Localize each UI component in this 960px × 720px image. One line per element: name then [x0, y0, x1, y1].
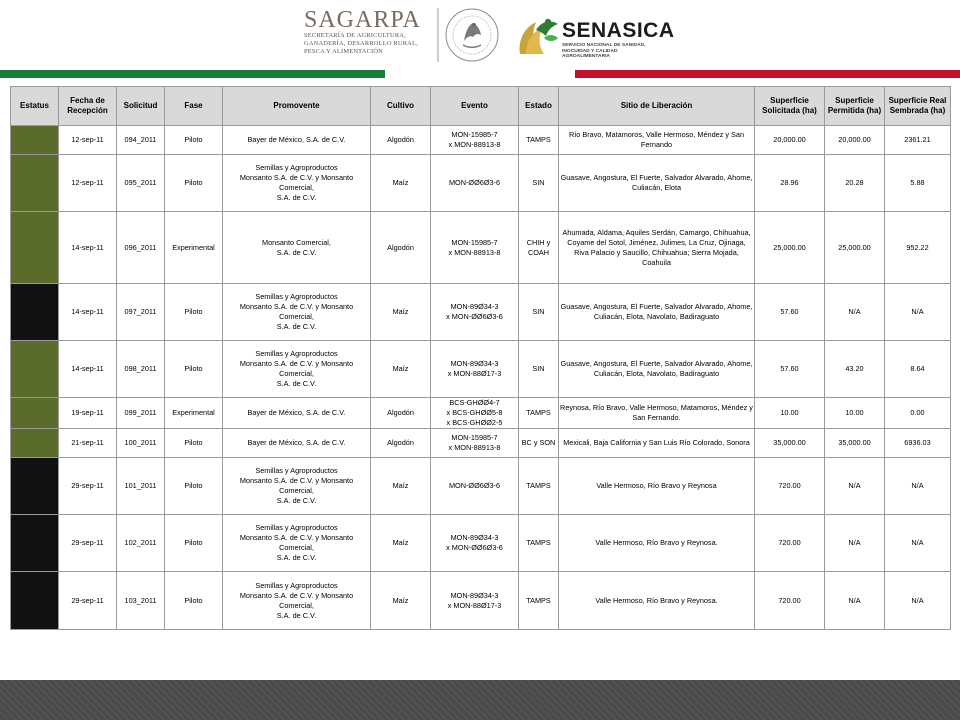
solicitud-cell: 102_2011 [117, 515, 165, 572]
promovente-cell: Semillas y Agroproductos Monsanto S.A. de C.V. y Monsanto Comercial, S.A. de C.V. [223, 572, 371, 630]
sup-permitida-cell: N/A [825, 284, 885, 341]
sup-real-cell: 5.88 [885, 155, 951, 212]
column-header-promovente: Promovente [223, 87, 371, 126]
fase-cell: Experimental [165, 398, 223, 429]
column-header-sitio: Sitio de Liberación [559, 87, 755, 126]
cultivo-cell: Algodón [371, 212, 431, 284]
sup-real-cell: N/A [885, 458, 951, 515]
status-indicator [11, 126, 59, 155]
sup-real-cell: N/A [885, 572, 951, 630]
fase-cell: Piloto [165, 341, 223, 398]
promovente-cell: Bayer de México, S.A. de C.V. [223, 429, 371, 458]
senasica-emblem-icon [514, 14, 560, 60]
status-indicator [11, 284, 59, 341]
status-indicator [11, 515, 59, 572]
column-header-sup-real: Superficie Real Sembrada (ha) [885, 87, 951, 126]
solicitud-cell: 095_2011 [117, 155, 165, 212]
fase-cell: Piloto [165, 572, 223, 630]
promovente-cell: Semillas y Agroproductos Monsanto S.A. de C.V. y Monsanto Comercial, S.A. de C.V. [223, 155, 371, 212]
column-header-sup-permitida: Superficie Permitida (ha) [825, 87, 885, 126]
sup-permitida-cell: N/A [825, 515, 885, 572]
column-header-fase: Fase [165, 87, 223, 126]
estado-cell: BC y SON [519, 429, 559, 458]
cultivo-cell: Maíz [371, 341, 431, 398]
evento-cell: MON-ØØ6Ø3-6 [431, 458, 519, 515]
status-indicator [11, 212, 59, 284]
sup-real-cell: 952.22 [885, 212, 951, 284]
sup-real-cell: 6936.03 [885, 429, 951, 458]
sagarpa-subtitle-2: GANADERÍA, DESARROLLO RURAL, [304, 40, 418, 47]
evento-cell: MON-89Ø34-3 x MON-88Ø17-3 [431, 341, 519, 398]
cultivo-cell: Algodón [371, 398, 431, 429]
mexico-seal-icon [436, 4, 502, 66]
fecha-cell: 14-sep-11 [59, 212, 117, 284]
sup-solicitada-cell: 720.00 [755, 515, 825, 572]
promovente-cell: Semillas y Agroproductos Monsanto S.A. de C.V. y Monsanto Comercial, S.A. de C.V. [223, 458, 371, 515]
table-row [11, 398, 951, 429]
estado-cell: TAMPS [519, 126, 559, 155]
sup-solicitada-cell: 35,000.00 [755, 429, 825, 458]
table-row [11, 212, 951, 284]
senasica-subtitle-2: INOCUIDAD Y CALIDAD [562, 48, 618, 54]
fase-cell: Piloto [165, 458, 223, 515]
fecha-cell: 14-sep-11 [59, 341, 117, 398]
fecha-cell: 29-sep-11 [59, 458, 117, 515]
estado-cell: TAMPS [519, 515, 559, 572]
sitio-cell: Guasave, Angostura, El Fuerte, Salvador Alvarado, Ahome, Culiacán, Elota, Navolato, Badiraguato [559, 341, 755, 398]
promovente-cell: Bayer de México, S.A. de C.V. [223, 398, 371, 429]
column-header-sup-solicitada: Superficie Solicitada (ha) [755, 87, 825, 126]
sup-solicitada-cell: 720.00 [755, 458, 825, 515]
estado-cell: CHIH y COAH [519, 212, 559, 284]
sitio-cell: Valle Hermoso, Río Bravo y Reynosa [559, 458, 755, 515]
table-header-row [11, 87, 951, 126]
sitio-cell: Mexicali, Baja California y San Luis Río Colorado, Sonora [559, 429, 755, 458]
senasica-subtitle-1: SERVICIO NACIONAL DE SANIDAD, [562, 43, 646, 48]
table-row [11, 341, 951, 398]
senasica-name: SENASICA [562, 19, 675, 42]
table-row [11, 572, 951, 630]
status-indicator [11, 155, 59, 212]
table-row [11, 284, 951, 341]
fecha-cell: 29-sep-11 [59, 572, 117, 630]
sup-real-cell: N/A [885, 515, 951, 572]
fecha-cell: 12-sep-11 [59, 126, 117, 155]
solicitud-cell: 103_2011 [117, 572, 165, 630]
fecha-cell: 29-sep-11 [59, 515, 117, 572]
solicitud-cell: 097_2011 [117, 284, 165, 341]
sup-solicitada-cell: 25,000.00 [755, 212, 825, 284]
sup-real-cell: 2361.21 [885, 126, 951, 155]
column-header-solicitud: Solicitud [117, 87, 165, 126]
cultivo-cell: Maíz [371, 284, 431, 341]
estado-cell: TAMPS [519, 398, 559, 429]
fase-cell: Piloto [165, 126, 223, 155]
cultivo-cell: Algodón [371, 126, 431, 155]
status-indicator [11, 429, 59, 458]
sitio-cell: Guasave, Angostura, El Fuerte, Salvador Alvarado, Ahome, Culiacán, Elota, Navolato, Badiraguato [559, 284, 755, 341]
senasica-logo [514, 14, 675, 60]
promovente-cell: Bayer de México, S.A. de C.V. [223, 126, 371, 155]
solicitud-cell: 100_2011 [117, 429, 165, 458]
sup-permitida-cell: 10.00 [825, 398, 885, 429]
column-header-evento: Evento [431, 87, 519, 126]
fase-cell: Piloto [165, 155, 223, 212]
sagarpa-subtitle-1: SECRETARÍA DE AGRICULTURA, [304, 32, 406, 39]
sitio-cell: Río Bravo, Matamoros, Valle Hermoso, Méndez y San Fernando [559, 126, 755, 155]
sup-permitida-cell: N/A [825, 572, 885, 630]
estado-cell: SIN [519, 284, 559, 341]
status-indicator [11, 398, 59, 429]
sup-solicitada-cell: 20,000.00 [755, 126, 825, 155]
evento-cell: MON-15985-7 x MON-88913-8 [431, 126, 519, 155]
cultivo-cell: Maíz [371, 155, 431, 212]
sitio-cell: Valle Hermoso, Río Bravo y Reynosa. [559, 515, 755, 572]
evento-cell: MON-89Ø34-3 x MON-ØØ6Ø3-6 [431, 284, 519, 341]
sitio-cell: Ahumada, Aldama, Aquiles Serdán, Camargo, Chihuahua, Coyame del Sotol, Jiménez, Julimes, La Cruz, Ojinaga, Riva Palacio y Saucillo, Chihuahua; Sierra Mojada, Coahuila [559, 212, 755, 284]
sitio-cell: Reynosa, Río Bravo, Valle Hermoso, Matamoros, Méndez y San Fernando. [559, 398, 755, 429]
estado-cell: TAMPS [519, 458, 559, 515]
fase-cell: Experimental [165, 212, 223, 284]
fase-cell: Piloto [165, 515, 223, 572]
table-row [11, 126, 951, 155]
senasica-subtitle-3: AGROALIMENTARIA [562, 54, 610, 59]
table-row [11, 429, 951, 458]
table-body [11, 126, 951, 630]
table-row [11, 155, 951, 212]
sup-solicitada-cell: 10.00 [755, 398, 825, 429]
sup-solicitada-cell: 720.00 [755, 572, 825, 630]
evento-cell: MON-89Ø34-3 x MON-88Ø17-3 [431, 572, 519, 630]
senasica-subtitle [562, 43, 662, 60]
fecha-cell: 12-sep-11 [59, 155, 117, 212]
sup-real-cell: 0.00 [885, 398, 951, 429]
fecha-cell: 19-sep-11 [59, 398, 117, 429]
sitio-cell: Valle Hermoso, Río Bravo y Reynosa. [559, 572, 755, 630]
column-header-fecha: Fecha de Recepción [59, 87, 117, 126]
evento-cell: MON-ØØ6Ø3-6 [431, 155, 519, 212]
promovente-cell: Monsanto Comercial, S.A. de C.V. [223, 212, 371, 284]
evento-cell: MON-15985-7 x MON-88913-8 [431, 429, 519, 458]
promovente-cell: Semillas y Agroproductos Monsanto S.A. de C.V. y Monsanto Comercial, S.A. de C.V. [223, 515, 371, 572]
column-header-estado: Estado [519, 87, 559, 126]
sagarpa-name: SAGARPA [304, 7, 421, 33]
column-header-cultivo: Cultivo [371, 87, 431, 126]
solicitud-cell: 099_2011 [117, 398, 165, 429]
status-indicator [11, 572, 59, 630]
evento-cell: MON-15985-7 x MON-88913-8 [431, 212, 519, 284]
status-indicator [11, 341, 59, 398]
estado-cell: SIN [519, 155, 559, 212]
promovente-cell: Semillas y Agroproductos Monsanto S.A. de C.V. y Monsanto Comercial, S.A. de C.V. [223, 284, 371, 341]
sagarpa-subtitle-3: PESCA Y ALIMENTACIÓN [304, 48, 383, 55]
table-row [11, 515, 951, 572]
cultivo-cell: Maíz [371, 572, 431, 630]
cultivo-cell: Maíz [371, 458, 431, 515]
cultivo-cell: Maíz [371, 515, 431, 572]
table-row [11, 458, 951, 515]
estado-cell: SIN [519, 341, 559, 398]
fecha-cell: 21-sep-11 [59, 429, 117, 458]
sup-real-cell: N/A [885, 284, 951, 341]
solicitud-cell: 101_2011 [117, 458, 165, 515]
fecha-cell: 14-sep-11 [59, 284, 117, 341]
page-header [0, 0, 960, 70]
fase-cell: Piloto [165, 284, 223, 341]
status-indicator [11, 458, 59, 515]
sup-real-cell: 8.64 [885, 341, 951, 398]
evento-cell: BCS-GHØØ4-7 x BCS-GHØØ5-8 x BCS-GHØØ2-5 [431, 398, 519, 429]
cultivo-cell: Algodón [371, 429, 431, 458]
fase-cell: Piloto [165, 429, 223, 458]
sup-permitida-cell: 35,000.00 [825, 429, 885, 458]
sup-solicitada-cell: 28.96 [755, 155, 825, 212]
green-band [0, 70, 385, 78]
sup-permitida-cell: N/A [825, 458, 885, 515]
sup-permitida-cell: 20,000.00 [825, 126, 885, 155]
sup-permitida-cell: 20.28 [825, 155, 885, 212]
column-header-estatus: Estatus [11, 87, 59, 126]
sup-solicitada-cell: 57.60 [755, 284, 825, 341]
promovente-cell: Semillas y Agroproductos Monsanto S.A. de C.V. y Monsanto Comercial, S.A. de C.V. [223, 341, 371, 398]
liberation-requests-table [10, 86, 951, 630]
footer-bar [0, 680, 960, 720]
estado-cell: TAMPS [519, 572, 559, 630]
sup-solicitada-cell: 57.60 [755, 341, 825, 398]
evento-cell: MON-89Ø34-3 x MON-ØØ6Ø3-6 [431, 515, 519, 572]
sup-permitida-cell: 43.20 [825, 341, 885, 398]
solicitud-cell: 094_2011 [117, 126, 165, 155]
sitio-cell: Guasave, Angostura, El Fuerte, Salvador Alvarado, Ahome, Culiacán, Elota [559, 155, 755, 212]
solicitud-cell: 098_2011 [117, 341, 165, 398]
sagarpa-logo [304, 8, 434, 68]
red-band [575, 70, 960, 78]
solicitud-cell: 096_2011 [117, 212, 165, 284]
sup-permitida-cell: 25,000.00 [825, 212, 885, 284]
